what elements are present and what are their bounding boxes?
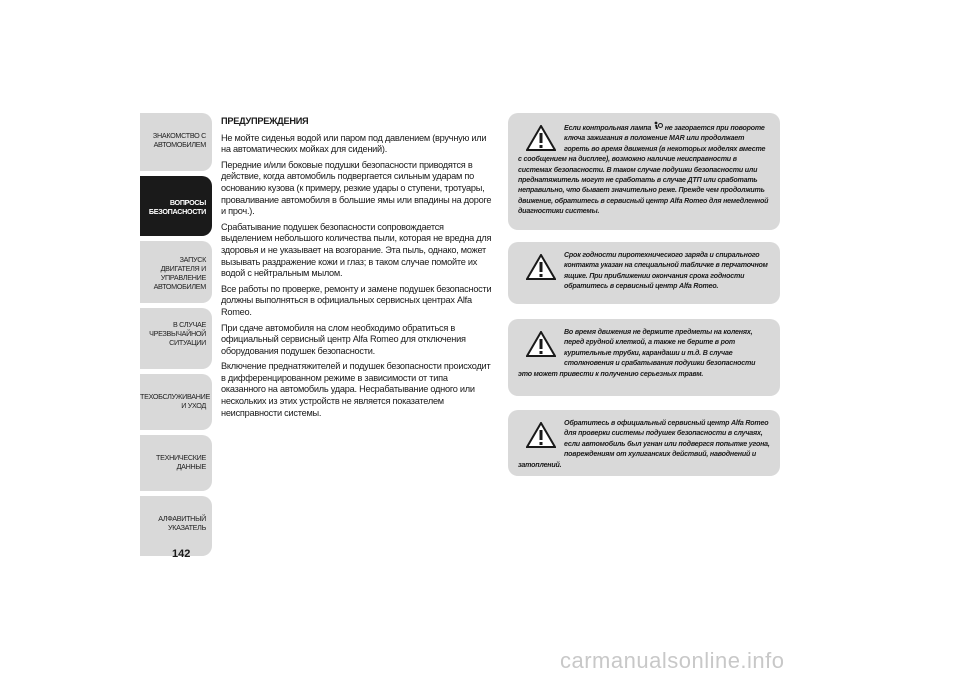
- tab-intro[interactable]: ЗНАКОМСТВО С АВТОМОБИЛЕМ: [140, 113, 212, 171]
- paragraph: Все работы по проверке, ремонту и замене подушек безопасности должны выполняться в официальных сервисных центрах Alfa Romeo.: [221, 283, 492, 317]
- warning-triangle-icon: [526, 125, 556, 151]
- paragraph: Не мойте сиденья водой или паром под давлением (вручную или на автоматических мойках для сидений).: [221, 132, 487, 155]
- warning-triangle-icon: [526, 331, 556, 357]
- warning-text: Обратитесь в официальный сервисный центр Alfa Romeo для проверки системы подушек безопасности в случаях, если автомобиль был угнан или подвергся попытке угона, повреждениям от хулиганских действий, наводнений и затоплений.: [518, 419, 770, 469]
- warning-box: [508, 242, 780, 304]
- warning-box: [508, 410, 780, 476]
- warning-text: Если контрольная лампа: [564, 124, 653, 132]
- paragraph: Срабатывание подушек безопасности сопровождается выделением небольшого количества пыли, которая не вредна для здоровья и не указывает на возгорание. Эта пыль, однако, может вызывать раздражение кожи и глаз; в таком случае помойте их водой с нейтральным мылом.: [221, 221, 492, 279]
- warning-text: Срок годности пиротехнического заряда и спирального контакта указан на специальной табличке в перчаточном ящике. При приближении окончания срока годности обратитесь в сервисный центр Alfa Romeo.: [564, 251, 768, 291]
- tab-technical-data[interactable]: ТЕХНИЧЕСКИЕ ДАННЫЕ: [140, 435, 212, 491]
- warning-box: [508, 319, 780, 396]
- tab-starting-driving[interactable]: ЗАПУСК ДВИГАТЕЛЯ И УПРАВЛЕНИЕ АВТОМОБИЛЕМ: [140, 241, 212, 303]
- warning-text: Во время движения не держите предметы на коленях, перед грудной клеткой, а также не берите в рот курительные трубки, карандаши и т.д. В случае столкновения и срабатывания подушки безопасности это может привести к получению серьезных травм.: [518, 328, 756, 378]
- paragraph: Включение преднатяжителей и подушек безопасности происходит в дифференцированном режиме в зависимости от типа оказанного на автомобиль удара. Несрабатывание одного или нескольких из этих устройств не является показателем неисправности системы.: [221, 361, 491, 418]
- tab-maintenance[interactable]: ТЕХОБСЛУЖИВАНИЕ И УХОД: [140, 374, 212, 430]
- page-number: 142: [172, 548, 191, 560]
- section-nav: [140, 113, 212, 561]
- tab-index[interactable]: АЛФАВИТНЫЙ УКАЗАТЕЛЬ: [140, 496, 212, 556]
- watermark: carmanualsonline.info: [560, 648, 785, 673]
- tab-safety[interactable]: ВОПРОСЫ БЕЗОПАСНОСТИ: [140, 176, 212, 236]
- paragraph: При сдаче автомобиля на слом необходимо обратиться в официальный сервисный центр Alfa Romeo для отключения оборудования подушек безопасности.: [221, 322, 466, 356]
- airbag-lamp-icon: [653, 121, 663, 131]
- paragraph: Передние и/или боковые подушки безопасности приводятся в действие, когда автомобиль подвергается сильным ударам по основанию кузова (к примеру, резкие удары о ступени, тротуары, проваливание автомобиля в большие ямы или впадины на дороге и проч.).: [221, 159, 492, 217]
- section-heading: ПРЕДУПРЕЖДЕНИЯ: [221, 116, 309, 126]
- warning-triangle-icon: [526, 254, 556, 280]
- warning-triangle-icon: [526, 422, 556, 448]
- main-text-column: [221, 116, 493, 423]
- warning-box: [508, 113, 780, 230]
- warning-text: не загорается при повороте ключа зажигания в положение MAR или продолжает гореть во время движения (в некоторых моделях вместе с сообщением на дисплее), возможно наличие неисправности в системах безопасности. В таком случае подушки безопасности или преднатяжитель могут не сработать в случае ДТП или сработать неправильно, что бывает значительно реже. Прежде чем продолжить движение, обратитесь в сервисный центр Alfa Romeo для немедленной диагностики системы.: [518, 124, 769, 216]
- tab-emergency[interactable]: В СЛУЧАЕ ЧРЕЗВЫЧАЙНОЙ СИТУАЦИИ: [140, 308, 212, 369]
